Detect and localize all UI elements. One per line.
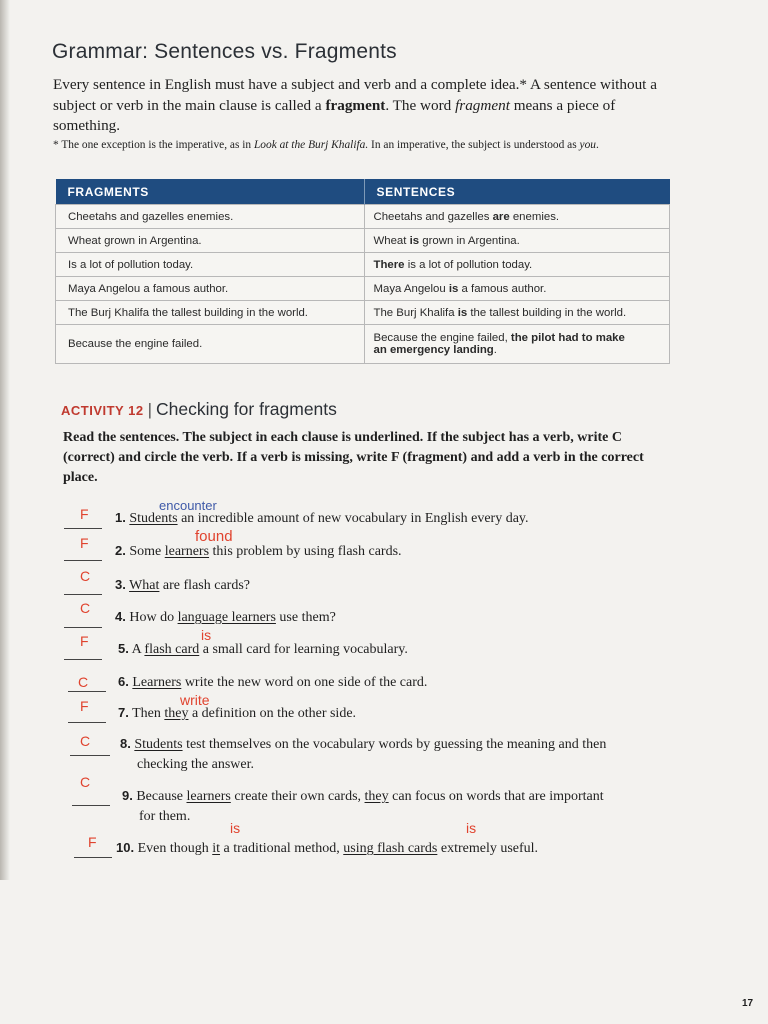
table-row (56, 229, 670, 253)
intro-text: Every sentence in English must have a subject and verb and a complete idea.* A sentence without a subject or verb in the main clause is called a (53, 76, 657, 114)
footnote-text: * The one exception is the imperative, as in (53, 139, 254, 151)
table-row (56, 205, 670, 229)
handwritten-insertion: is (201, 627, 212, 643)
handwritten-answer: C (78, 674, 89, 690)
handwritten-answer: F (80, 535, 89, 551)
header-fragments: FRAGMENTS (56, 179, 365, 205)
fragment-cell: Cheetahs and gazelles enemies. (56, 205, 365, 229)
page-title: Grammar: Sentences vs. Fragments (52, 40, 397, 63)
handwritten-answer: F (80, 698, 89, 714)
sentence-cell: The Burj Khalifa is the tallest building in the world. (364, 301, 670, 325)
table-row (56, 253, 670, 277)
intro-bold-term: fragment (325, 96, 386, 114)
handwritten-insertion: encounter (159, 498, 217, 513)
activity-item: 8. Students test themselves on the vocabulary words by guessing the meaning and then (120, 736, 607, 752)
fragment-cell: The Burj Khalifa the tallest building in the world. (56, 301, 365, 325)
handwritten-insertion: is (466, 820, 477, 836)
sentence-cell: Wheat is grown in Argentina. (364, 229, 670, 253)
activity-instructions: Read the sentences. The subject in each clause is underlined. If the subject has a verb, write C (correct) and circle the verb. If a verb is missing, write F (fragment) and add a verb in the correct place. (63, 430, 644, 485)
handwritten-answer: C (80, 733, 91, 749)
sentence-cell: There is a lot of pollution today. (364, 253, 670, 277)
fragment-cell: Because the engine failed. (56, 325, 365, 364)
sentence-cell: Cheetahs and gazelles are enemies. (364, 205, 670, 229)
fragment-cell: Maya Angelou a famous author. (56, 277, 365, 301)
activity-item-continuation: for them. (139, 809, 191, 824)
table-row (56, 277, 670, 301)
activity-separator: | (147, 400, 152, 419)
handwritten-answer: F (80, 633, 89, 649)
footnote-you: you (579, 139, 596, 151)
sentence-cell: Because the engine failed, the pilot had to make an emergency landing. (364, 325, 670, 364)
activity-item-continuation: checking the answer. (137, 757, 255, 772)
activity-item: 5. A flash card a small card for learning vocabulary. (118, 641, 408, 657)
handwritten-insertion: found (195, 528, 233, 545)
activity-heading (61, 399, 337, 420)
footnote-example: Look at the Burj Khalifa. (253, 139, 369, 151)
activity-item: 2. Some learners this problem by using flash cards. (115, 543, 402, 559)
activity-item: 9. Because learners create their own cards, they can focus on words that are important (122, 788, 604, 804)
page-spine-shadow (0, 0, 10, 880)
footnote-text: In an imperative, the subject is understood as (368, 139, 580, 151)
header-sentences: SENTENCES (364, 179, 670, 205)
fragment-cell: Wheat grown in Argentina. (56, 229, 365, 253)
footnote-text: . (595, 139, 599, 151)
page-number: 17 (742, 998, 754, 1009)
table-row (56, 325, 670, 364)
activity-item: 3. What are flash cards? (115, 577, 250, 593)
activity-item: 4. How do language learners use them? (115, 609, 336, 625)
handwritten-answer: C (80, 600, 91, 616)
intro-paragraph (53, 75, 673, 137)
handwritten-insertion: write (180, 692, 210, 708)
intro-text: means a piece of something. (53, 96, 616, 134)
handwritten-answer: F (80, 506, 89, 522)
intro-italic-term: fragment (455, 96, 510, 114)
table-row (56, 301, 670, 325)
handwritten-answer: C (80, 568, 91, 584)
activity-label: ACTIVITY 12 (61, 403, 144, 418)
activity-item: 10. Even though it a traditional method, using flash cards extremely useful. (116, 840, 539, 856)
handwritten-answer: F (88, 834, 97, 850)
intro-text: . The word (385, 96, 456, 114)
activity-title: Checking for fragments (155, 399, 337, 419)
footnote (53, 139, 693, 151)
fragment-cell: Is a lot of pollution today. (56, 253, 365, 277)
sentence-cell: Maya Angelou is a famous author. (364, 277, 670, 301)
table-header-row (56, 179, 670, 205)
activity-item: 1. Students an incredible amount of new vocabulary in English every day. (115, 510, 529, 526)
handwritten-answer: C (80, 774, 91, 790)
handwritten-insertion: is (230, 820, 241, 836)
fragments-sentences-table (55, 179, 670, 364)
answer-blank[interactable] (72, 787, 110, 806)
activity-item: 6. Learners write the new word on one side of the card. (118, 674, 428, 690)
activity-item: 7. Then they a definition on the other side. (118, 705, 357, 721)
